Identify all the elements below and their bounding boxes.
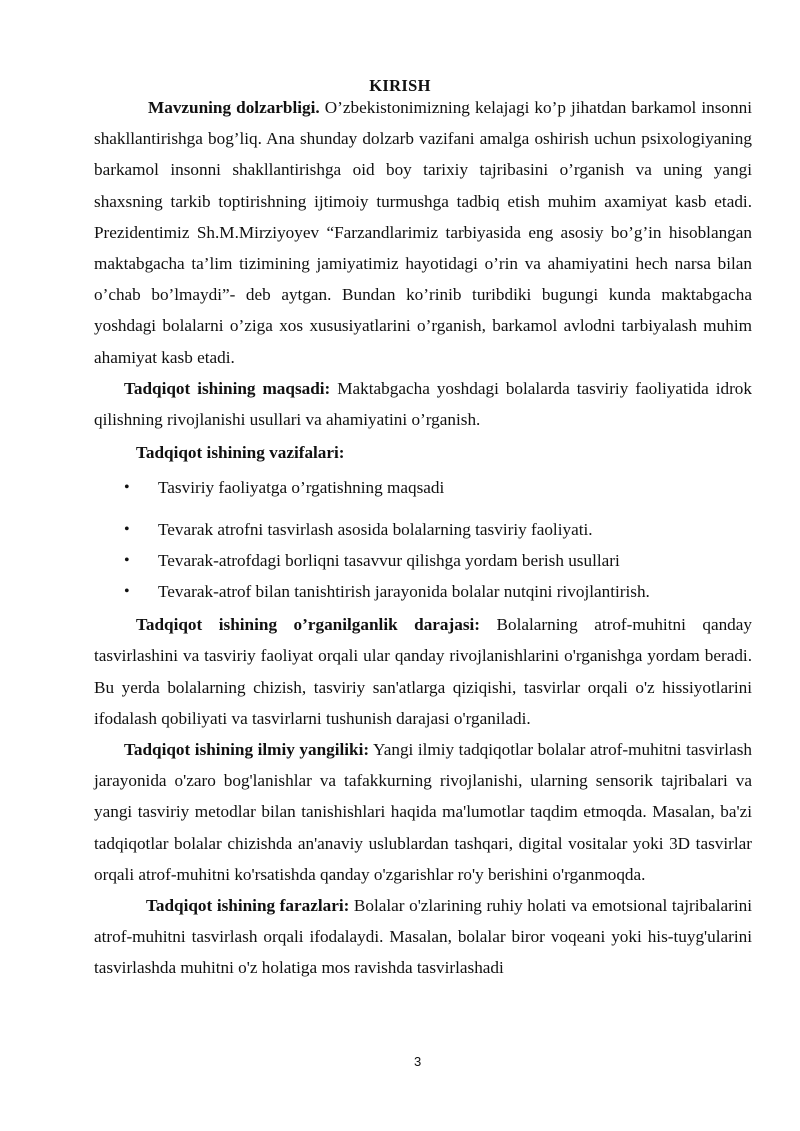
- heading-dolzarblik: Mavzuning dolzarbligi.: [148, 98, 320, 117]
- text-yangilik: Yangi ilmiy tadqiqotlar bolalar atrof-muhitni tasvirlash jarayonida o'zaro bog'lanishlar va tafakkurning rivojlanishi, ularning sensorik tajribalari va yangi tasviriy metodlar bilan tanishishlari haqida ma'lumotlar taqdim etmoqda. Masalan, ba'zi tadqiqotlar bolalar chizishda an'anaviy uslublardan tashqari, digital vositalar yoki 3D tasvirlar orqali atrof-muhitni ko'rsatishda qanday o'zgarishlar ro'y berishini o'rganmoqda.: [94, 740, 752, 884]
- paragraph-yangilik: [94, 734, 752, 890]
- task-text: Tevarak atrofni tasvirlash asosida bolalarning tasviriy faoliyati.: [158, 519, 593, 539]
- text-organilganlik: Bolalarning atrof-muhitni qanday tasvirlashini va tasviriy faoliyat orqali ular qanday rivojlanishlarini o'rganishga yordam beradi. Bu yerda bolalarning chizish, tasviriy san'atlarga qiziqishi, tasvirlar orqali o'z hissiyotlarini ifodalash qobiliyati va tasvirlarni tushunish darajasi o'rganiladi.: [94, 615, 752, 728]
- task-list: [94, 472, 752, 607]
- page-title: KIRISH: [369, 76, 431, 95]
- list-item: [124, 514, 752, 545]
- task-text: Tevarak-atrof bilan tanishtirish jarayonida bolalar nutqini rivojlantirish.: [158, 582, 650, 602]
- paragraph-dolzarblik: [94, 92, 752, 373]
- text-farazlar: Bolalar o'zlarining ruhiy holati va emotsional tajribalarini atrof-muhitni tasvirlash orqali ifodalaydi. Masalan, bolalar biror voqeani yoki his-tuyg'ularini tasvirlashda muhitni o'z holatiga mos ravishda tasvirlashadi: [94, 896, 752, 978]
- bullet-icon: •: [124, 551, 130, 569]
- page-number: 3: [414, 1054, 422, 1069]
- list-item: [124, 576, 752, 607]
- bullet-icon: •: [124, 520, 130, 538]
- list-item: [124, 472, 752, 503]
- task-text: Tevarak-atrofdagi borliqni tasavvur qilishga yordam berish usullari: [158, 550, 620, 570]
- paragraph-maqsad: [94, 373, 752, 435]
- task-text: Tasviriy faoliyatga o’rgatishning maqsadi: [158, 478, 445, 498]
- text-dolzarblik: O’zbekistonimizning kelajagi ko’p jihatdan barkamol insonni shakllantirishga bog’liq. Ana shunday dolzarb vazifani amalga oshirish uchun psixologiyaning barkamol insonni shakllantirishga oid boy tarixiy tajribasini o’rganish va uning yangi shaxsning tarkib toptirishning ijtimoiy turmushga tadbiq etish muhim axamiyat kasb etadi. Prezidentimiz Sh.M.Mirziyoyev “Farzandlarimiz tarbiyasida eng asosiy bo’g’in hisoblangan maktabgacha ta’lim tizimining jamiyatimiz hayotidagi o’rin va ahamiyatini hech narsa bilan o’chab bo’lmaydi”- deb aytgan. Bundan ko’rinib turibdiki bugungi kunda maktabgacha yoshdagi bolalarni o’ziga xos xususiyatlarini o’rganish, barkamol avlodni tarbiyalash muhim ahamiyat kasb etadi.: [94, 98, 752, 367]
- heading-maqsad: Tadqiqot ishining maqsadi:: [124, 378, 331, 398]
- body-text: [94, 92, 752, 984]
- heading-yangilik: Tadqiqot ishining ilmiy yangiliki:: [124, 740, 370, 760]
- bullet-icon: •: [124, 583, 130, 601]
- heading-farazlar: Tadqiqot ishining farazlari:: [146, 896, 350, 916]
- paragraph-organilganlik: [94, 609, 752, 734]
- paragraph-farazlar: [94, 890, 752, 984]
- heading-vazifalar: Tadqiqot ishining vazifalari:: [136, 443, 345, 463]
- bullet-icon: •: [124, 479, 130, 497]
- heading-organilganlik: Tadqiqot ishining o’rganilganlik darajasi:: [136, 615, 481, 635]
- list-item: [124, 545, 752, 576]
- text-maqsad: Maktabgacha yoshdagi bolalarda tasviriy faoliyatida idrok qilishning rivojlanishi usullari va ahamiyatini o’rganish.: [94, 378, 752, 430]
